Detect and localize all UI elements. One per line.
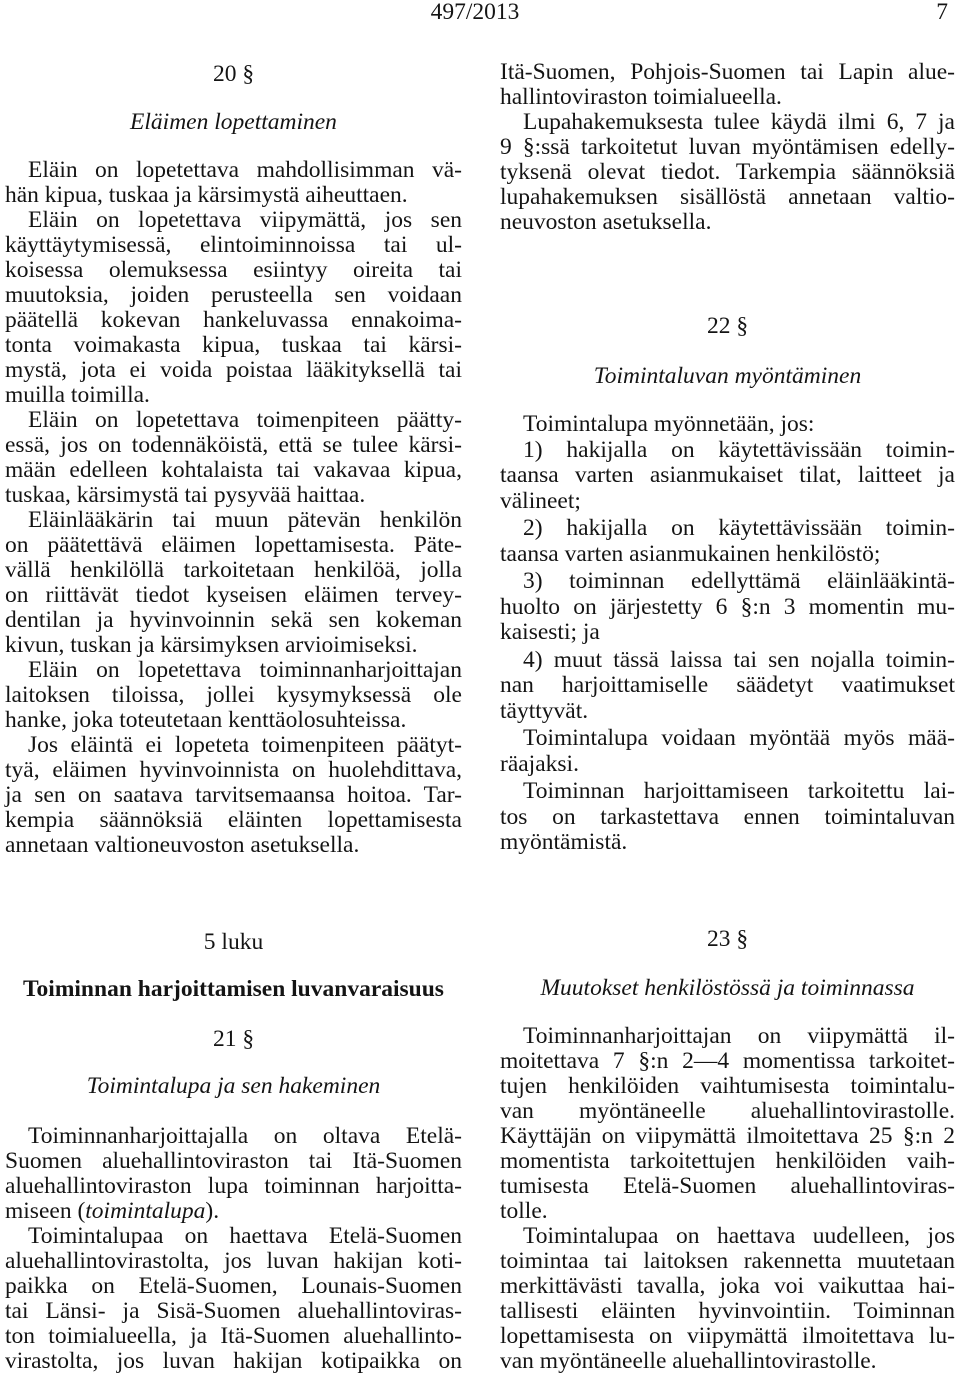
text-line: kempia säännöksiä eläinten lopettamisesta xyxy=(5,807,462,833)
paragraph xyxy=(5,1224,462,1374)
text-line: tolle. xyxy=(500,1198,548,1224)
section-title: Toimintalupa ja sen hakeminen xyxy=(86,1073,381,1099)
text-line: muutoksia, joiden perusteella sen voidaan xyxy=(5,282,462,308)
text-line: tuskaa, kärsimystä tai pysyvää haittaa. xyxy=(5,482,366,508)
text-line: muilla toimilla. xyxy=(5,382,150,408)
paragraph xyxy=(5,1124,462,1224)
text-line: merkittävästi tavalla, joka voi vaikuttaa hai- xyxy=(500,1273,955,1299)
section-body xyxy=(5,158,462,858)
section-number: 20 § xyxy=(212,61,255,87)
text-line: räajaksi. xyxy=(500,750,579,777)
text-line: huolto on järjestetty 6 §:n 3 momentin mu- xyxy=(500,593,955,620)
text-line: dentilan ja hyvinvoinnin sekä sen kokeman xyxy=(5,607,462,633)
text-line: tyksenä olevat tiedot. Tarkempia säännöksiä xyxy=(500,159,955,185)
section-body xyxy=(5,1124,462,1374)
text-line: on riittävät tiedot kyseisen eläimen tervey- xyxy=(5,582,462,608)
text-line: nan harjoittamiselle säädetyt vaatimukset xyxy=(500,672,955,698)
paragraph xyxy=(500,726,955,777)
text-line: tumisesta Etelä-Suomen aluehallintoviras- xyxy=(500,1173,955,1199)
text-line: tai Länsi- ja Sisä-Suomen aluehallintoviras- xyxy=(5,1298,462,1324)
section-title: Toimintaluvan myöntäminen xyxy=(593,363,862,389)
paragraph xyxy=(5,658,462,733)
text-line: neuvoston asetuksella. xyxy=(500,209,712,235)
text-line: Eläin on lopetettava toimenpiteen päätty- xyxy=(28,407,462,433)
text-line: lopettamisesta on viipymättä ilmoitettava lu- xyxy=(500,1323,955,1349)
document-number: 497/2013 xyxy=(430,0,520,25)
text-line: hanke, joka toteutetaan kenttäolosuhteissa. xyxy=(5,707,407,733)
text-line: Eläin on lopetettava viipymättä, jos sen xyxy=(28,207,462,233)
text-line: kivun, tuskan ja kärsimyksen arvioimiseksi. xyxy=(5,632,418,658)
paragraph xyxy=(5,208,462,408)
text-line: tujen henkilöiden vaihtumisesta toimintalu- xyxy=(500,1073,955,1099)
text-line: Eläin on lopetettava toiminnanharjoittajan xyxy=(28,657,462,683)
text-line xyxy=(5,1199,462,1224)
text-line: Toimintalupaa on haettava Etelä-Suomen xyxy=(28,1223,462,1249)
text-line: 3) toiminnan edellyttämä eläinlääkintä- xyxy=(523,568,955,594)
chapter-label: 5 luku xyxy=(203,929,264,955)
text-line: 1) hakijalla on käytettävissään toimin- xyxy=(523,436,955,463)
text-line: ton toimialueella, ja Itä-Suomen aluehallinto- xyxy=(5,1323,462,1349)
text-line: myöntämistä. xyxy=(500,829,628,855)
text-line: koisessa olemuksessa esiintyy oireita tai xyxy=(5,257,462,283)
text-line: toimintaa tai laitoksen rakennetta muutetaan xyxy=(500,1248,955,1274)
section-title: Muutokset henkilöstössä ja toiminnassa xyxy=(540,975,915,1001)
paragraph xyxy=(500,1124,955,1224)
paragraph xyxy=(500,110,955,235)
text-line: Toiminnan harjoittamiseen tarkoitettu lai- xyxy=(523,778,955,804)
text-line: Toimintalupa voidaan myöntää myös mää- xyxy=(523,725,955,751)
text-line: 9 §:ssä tarkoitetut luvan myöntämisen edelly- xyxy=(500,134,955,160)
text-line: Eläin on lopetettava mahdollisimman vä- xyxy=(28,157,462,183)
text-line: essä, jos on todennäköistä, että se tulee kärsi- xyxy=(5,432,462,458)
text-line: tyä, eläimen hyvinvoinnista on huolehdittava, xyxy=(5,757,462,783)
text-line: on päätettävä eläimen lopettamisesta. Päte- xyxy=(5,532,462,558)
text-line: Suomen aluehallintoviraston tai Itä-Suomen xyxy=(5,1148,462,1174)
text-line: päätellä kokevan hankeluvassa ennakoima- xyxy=(5,307,462,333)
page-number: 7 xyxy=(936,0,948,25)
chapter-title: Toiminnan harjoittamisen luvanvaraisuus xyxy=(23,976,444,1002)
text-line: Toiminnanharjoittajan on viipymättä il- xyxy=(523,1023,955,1049)
text-line: paikka on Etelä-Suomen, Lounais-Suomen xyxy=(5,1273,462,1299)
paragraph xyxy=(500,60,955,110)
text-line: Toiminnanharjoittajalla on oltava Etelä- xyxy=(28,1123,462,1149)
text-line: laitoksen tiloissa, jollei kysymyksessä ole xyxy=(5,682,462,708)
text-line: momentista tarkoitettujen henkilöiden vaih- xyxy=(500,1148,955,1174)
paragraph xyxy=(5,733,462,858)
text-line: vällä henkilöllä tarkoitetaan henkilöä, jolla xyxy=(5,557,462,583)
text-line: aluehallintovirastolta, jos luvan hakijan koti- xyxy=(5,1248,462,1274)
section-title: Eläimen lopettaminen xyxy=(130,109,337,135)
text-line: täyttyvät. xyxy=(500,697,589,724)
section-number: 23 § xyxy=(706,926,749,952)
text-line: 4) muut tässä laissa tai sen nojalla toimin- xyxy=(523,646,955,673)
paragraph xyxy=(500,412,955,438)
paragraph xyxy=(5,158,462,208)
text-line: lupahakemuksen sisällöstä annetaan valtio- xyxy=(500,184,955,210)
text-segment: miseen ( xyxy=(5,1198,86,1224)
text-line: moitettava 7 §:n 2—4 momentissa tarkoitet- xyxy=(500,1048,955,1074)
text-line: käyttäytymisessä, elintoiminnoissa tai ul- xyxy=(5,232,462,258)
text-line: 2) hakijalla on käytettävissään toimin- xyxy=(523,515,955,541)
section-number: 22 § xyxy=(706,313,749,339)
text-line: tos on tarkastettava ennen toimintaluvan xyxy=(500,803,955,830)
text-segment: ). xyxy=(205,1198,220,1224)
paragraph xyxy=(5,508,462,658)
text-line: hallintoviraston toimialueella. xyxy=(500,84,782,110)
text-line: virastolta, jos luvan hakijan kotipaikka on xyxy=(5,1348,462,1374)
section-body xyxy=(500,412,955,856)
paragraph xyxy=(500,779,955,856)
list-item xyxy=(500,648,955,725)
paragraph xyxy=(500,1224,955,1374)
text-line: ja sen on saatava tarvitsemaansa hoitoa. Tar- xyxy=(5,782,462,808)
text-line: annetaan valtioneuvoston asetuksella. xyxy=(5,832,360,858)
defined-term: toimintalupa xyxy=(85,1198,206,1224)
text-line: Lupahakemuksesta tulee käydä ilmi 6, 7 ja xyxy=(523,109,955,135)
text-line: Toimintalupa myönnetään, jos: xyxy=(523,411,815,437)
text-line: tonta voimakasta kipua, tuskaa tai kärsi- xyxy=(5,332,462,358)
text-line: Jos eläintä ei lopeteta toimenpiteen päätyt- xyxy=(28,732,462,758)
text-line: Itä-Suomen, Pohjois-Suomen tai Lapin alue- xyxy=(500,59,955,85)
list-item xyxy=(500,516,955,567)
list-item xyxy=(500,438,955,515)
paragraph xyxy=(500,1024,955,1124)
text-line: van myöntäneelle aluehallintovirastolle. xyxy=(500,1098,955,1124)
text-line: Eläinlääkärin tai muun pätevän henkilön xyxy=(28,507,462,533)
list-item xyxy=(500,569,955,646)
text-line: Toimintalupaa on haettava uudelleen, jos xyxy=(523,1223,955,1249)
text-line: taansa varten asianmukainen henkilöstö; xyxy=(500,540,881,567)
text-line: tallisesti eläinten hyvinvointiin. Toiminnan xyxy=(500,1298,955,1324)
section-number: 21 § xyxy=(212,1026,255,1052)
paragraph xyxy=(5,408,462,508)
text-line: mystä, jota ei voida poistaa lääkityksellä tai xyxy=(5,357,462,383)
text-line: välineet; xyxy=(500,487,581,514)
section-body-continued xyxy=(500,60,955,235)
text-line: kaisesti; ja xyxy=(500,619,600,645)
text-line: aluehallintoviraston lupa toiminnan harjoitta- xyxy=(5,1173,462,1199)
text-line: taansa varten asianmukaiset tilat, laitteet ja xyxy=(500,462,955,488)
section-body xyxy=(500,1024,955,1374)
text-line: van myöntäneelle aluehallintovirastolle. xyxy=(500,1348,877,1374)
text-line: Käyttäjän on viipymättä ilmoitettava 25 §:n 2 xyxy=(500,1123,955,1149)
text-line: hän kipua, tuskaa ja kärsimystä aiheuttaen. xyxy=(5,182,408,208)
text-line: mään edelleen kohtalaista tai vakavaa kipua, xyxy=(5,457,462,483)
